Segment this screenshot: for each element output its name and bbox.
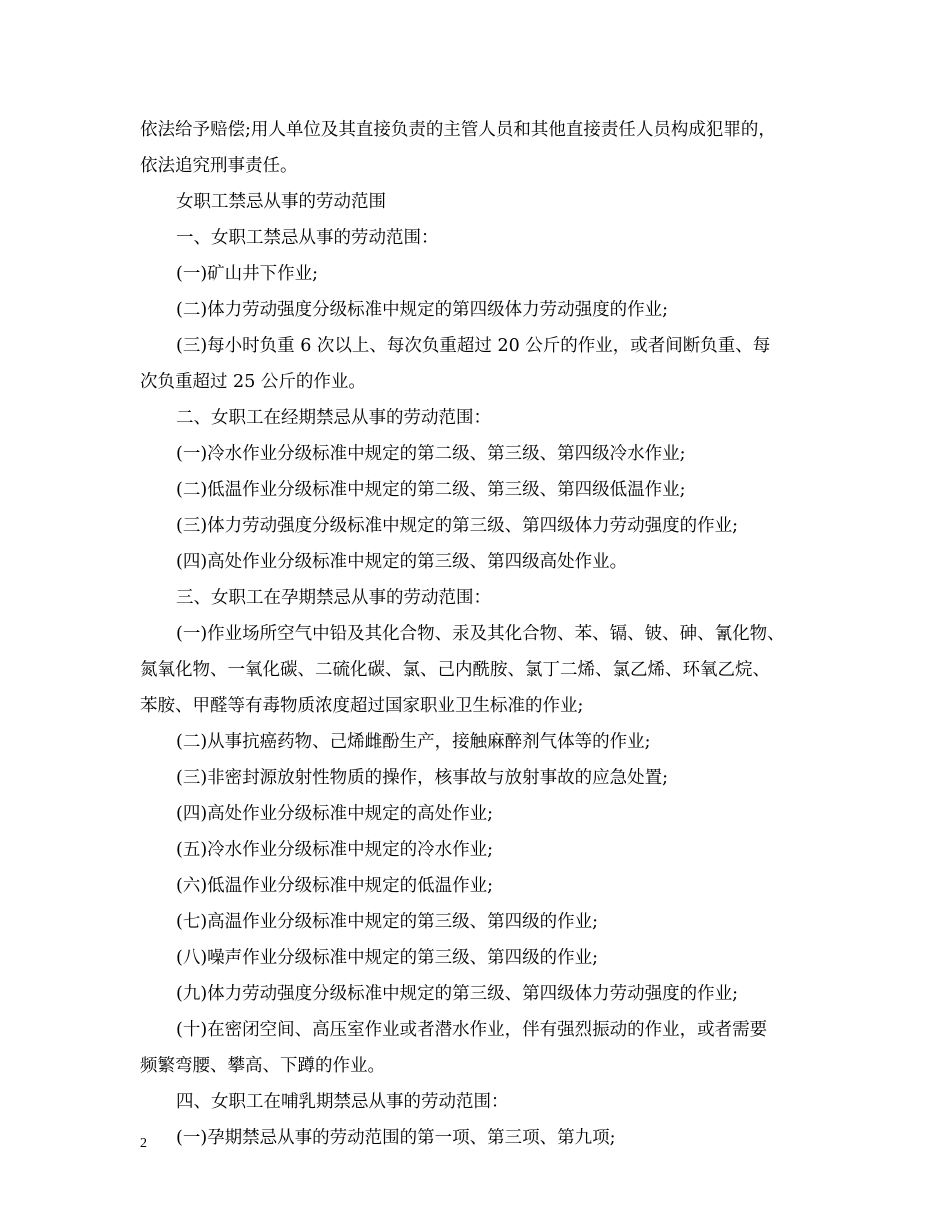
text-line: 苯胺、甲醛等有毒物质浓度超过国家职业卫生标准的作业; xyxy=(140,696,584,716)
text-line: (六)低温作业分级标准中规定的低温作业; xyxy=(176,876,494,896)
text-line: 二、女职工在经期禁忌从事的劳动范围： xyxy=(176,408,491,428)
text-line: (一)冷水作业分级标准中规定的第二级、第三级、第四级冷水作业; xyxy=(176,444,686,464)
text-line: (二)低温作业分级标准中规定的第二级、第三级、第四级低温作业; xyxy=(176,480,686,500)
text-line: (五)冷水作业分级标准中规定的冷水作业; xyxy=(176,840,494,860)
text-line: 女职工禁忌从事的劳动范围 xyxy=(176,192,386,212)
text-line: 频繁弯腰、攀高、下蹲的作业。 xyxy=(140,1056,385,1076)
text-line: (八)噪声作业分级标准中规定的第三级、第四级的作业; xyxy=(176,948,599,968)
text-line: 四、女职工在哺乳期禁忌从事的劳动范围： xyxy=(176,1092,509,1112)
text-line: (十)在密闭空间、高压室作业或者潜水作业，伴有强烈振动的作业，或者需要 xyxy=(176,1020,768,1040)
text-line: 依法追究刑事责任。 xyxy=(140,156,298,176)
text-line: 次负重超过 25 公斤的作业。 xyxy=(140,372,366,392)
text-line: (四)高处作业分级标准中规定的第三级、第四级高处作业。 xyxy=(176,552,628,572)
text-line: (二)体力劳动强度分级标准中规定的第四级体力劳动强度的作业; xyxy=(176,300,669,320)
text-line: 三、女职工在孕期禁忌从事的劳动范围： xyxy=(176,588,491,608)
text-line: 一、女职工禁忌从事的劳动范围： xyxy=(176,228,439,248)
text-line: 依法给予赔偿;用人单位及其直接负责的主管人员和其他直接责任人员构成犯罪的， xyxy=(140,120,776,140)
text-line: (九)体力劳动强度分级标准中规定的第三级、第四级体力劳动强度的作业; xyxy=(176,984,739,1004)
text-line: (一)矿山井下作业; xyxy=(176,264,319,284)
text-line: (三)非密封源放射性物质的操作，核事故与放射事故的应急处置; xyxy=(176,768,669,788)
text-line: (七)高温作业分级标准中规定的第三级、第四级的作业; xyxy=(176,912,599,932)
text-line: (一)作业场所空气中铅及其化合物、汞及其化合物、苯、镉、铍、砷、氰化物、 xyxy=(176,624,785,644)
body-text xyxy=(140,112,830,1156)
text-line: (三)每小时负重 6 次以上、每次负重超过 20 公斤的作业，或者间断负重、每 xyxy=(176,336,771,356)
text-line: (四)高处作业分级标准中规定的高处作业; xyxy=(176,804,494,824)
text-line: (三)体力劳动强度分级标准中规定的第三级、第四级体力劳动强度的作业; xyxy=(176,516,739,536)
text-line: (一)孕期禁忌从事的劳动范围的第一项、第三项、第九项; xyxy=(176,1128,616,1148)
text-line: (二)从事抗癌药物、己烯雌酚生产，接触麻醉剂气体等的作业; xyxy=(176,732,651,752)
page-number: 2 xyxy=(140,1136,147,1151)
text-line: 氮氧化物、一氧化碳、二硫化碳、氯、己内酰胺、氯丁二烯、氯乙烯、环氧乙烷、 xyxy=(140,660,770,680)
